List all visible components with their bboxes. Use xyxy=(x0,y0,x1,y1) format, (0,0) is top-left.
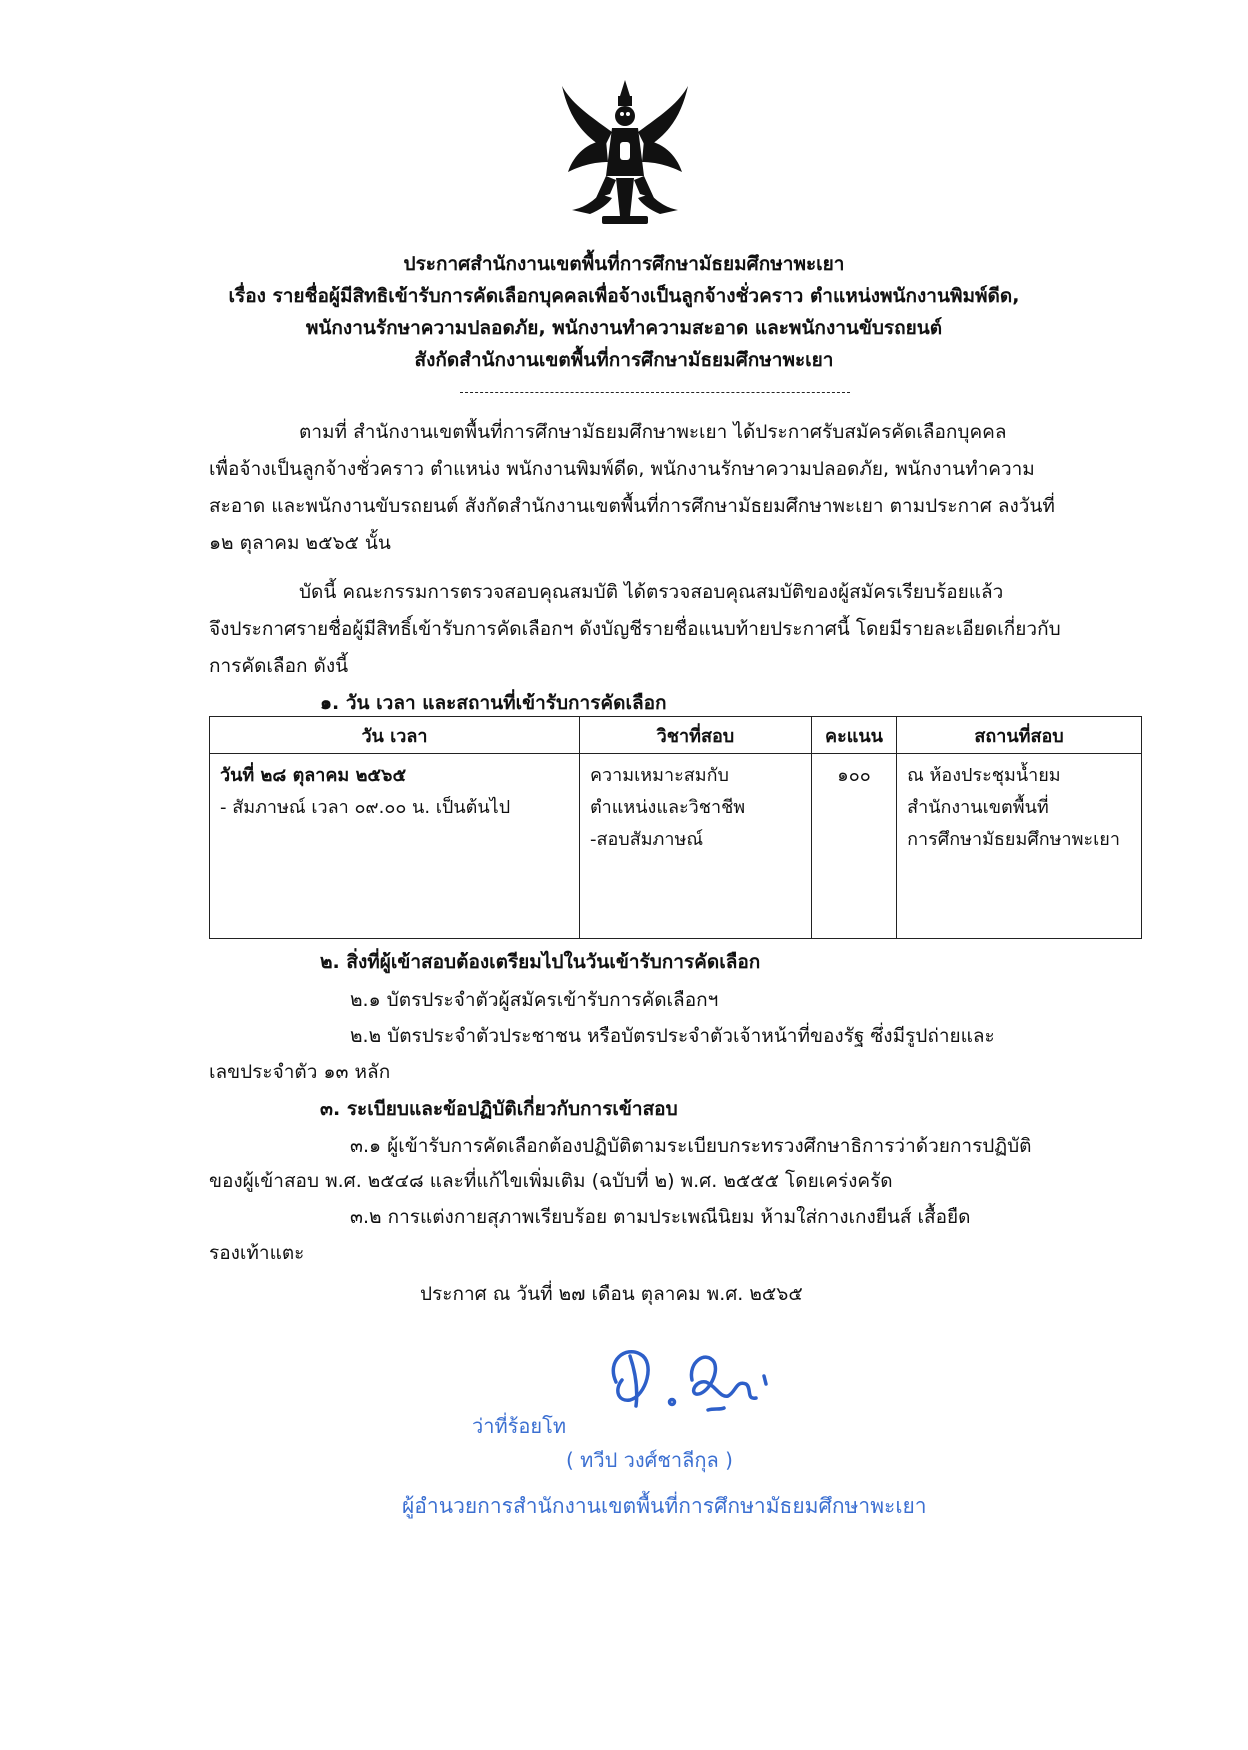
header-score: คะแนน xyxy=(811,717,896,754)
section-1-heading: ๑. วัน เวลา และสถานที่เข้ารับการคัดเลือก xyxy=(320,692,667,714)
exam-date: วันที่ ๒๘ ตุลาคม ๒๕๖๕ xyxy=(220,765,407,786)
subject-line: ตำแหน่งและวิชาชีพ xyxy=(589,797,746,818)
section-2-item-2-line-2: เลขประจำตัว ๑๓ หลัก xyxy=(209,1061,391,1083)
signature-icon xyxy=(596,1340,776,1440)
subject-line: ความเหมาะสมกับ xyxy=(589,765,729,786)
table-row xyxy=(210,754,1142,939)
paragraph-intro xyxy=(209,414,1099,562)
title-line-positions: พนักงานรักษาความปลอดภัย, พนักงานทำความสะอาด และพนักงานขับรถยนต์ xyxy=(305,317,943,339)
paragraph-line: สะอาด และพนักงานขับรถยนต์ สังกัดสำนักงานเขตพื้นที่การศึกษามัธยมศึกษาพะเยา ตามประกาศ ลงวันที่ xyxy=(209,495,1055,517)
title-divider xyxy=(460,392,850,393)
section-3-item-2-line-1: ๓.๒ การแต่งกายสุภาพเรียบร้อย ตามประเพณีนิยม ห้ามใส่กางเกงยีนส์ เสื้อยืด xyxy=(350,1206,971,1228)
exam-time: - สัมภาษณ์ เวลา ๐๙.๐๐ น. เป็นต้นไป xyxy=(220,797,511,818)
signer-position: ผู้อำนวยการสำนักงานเขตพื้นที่การศึกษามัธยมศึกษาพะเยา xyxy=(402,1494,927,1518)
exam-schedule-table xyxy=(209,716,1142,939)
title-line-office: ประกาศสำนักงานเขตพื้นที่การศึกษามัธยมศึกษาพะเยา xyxy=(403,253,845,275)
header-subject: วิชาที่สอบ xyxy=(579,717,811,754)
announcement-title xyxy=(150,248,1098,376)
title-line-affiliation: สังกัดสำนักงานเขตพื้นที่การศึกษามัธยมศึกษาพะเยา xyxy=(414,349,834,371)
cell-venue xyxy=(897,754,1142,939)
section-2-item-2-line-1: ๒.๒ บัตรประจำตัวประชาชน หรือบัตรประจำตัวเจ้าหน้าที่ของรัฐ ซึ่งมีรูปถ่ายและ xyxy=(350,1025,995,1047)
section-2-heading: ๒. สิ่งที่ผู้เข้าสอบต้องเตรียมไปในวันเข้ารับการคัดเลือก xyxy=(320,951,761,973)
section-3-heading: ๓. ระเบียบและข้อปฏิบัติเกี่ยวกับการเข้าสอบ xyxy=(320,1098,678,1120)
signer-rank: ว่าที่ร้อยโท xyxy=(472,1414,567,1438)
section-3-item-1-line-1: ๓.๑ ผู้เข้ารับการคัดเลือกต้องปฏิบัติตามระเบียบกระทรวงศึกษาธิการว่าด้วยการปฏิบัติ xyxy=(350,1135,1032,1157)
venue-line: สำนักงานเขตพื้นที่ xyxy=(907,797,1049,818)
paragraph-line: การคัดเลือก ดังนี้ xyxy=(209,655,349,677)
paragraph-line: จึงประกาศรายชื่อผู้มีสิทธิ์เข้ารับการคัดเลือกฯ ดังบัญชีรายชื่อแนบท้ายประกาศนี้ โดยมีรายละเอียดเกี่ยวกับ xyxy=(209,618,1061,640)
venue-line: การศึกษามัธยมศึกษาพะเยา xyxy=(907,829,1120,850)
table-header-row xyxy=(210,717,1142,754)
subject-line: -สอบสัมภาษณ์ xyxy=(589,829,704,850)
section-3-item-2-line-2: รองเท้าแตะ xyxy=(209,1242,305,1264)
paragraph-line: ตามที่ สำนักงานเขตพื้นที่การศึกษามัธยมศึกษาพะเยา ได้ประกาศรับสมัครคัดเลือกบุคคล xyxy=(299,421,1007,443)
venue-line: ณ ห้องประชุมน้ำยม xyxy=(907,765,1061,786)
paragraph-line: เพื่อจ้างเป็นลูกจ้างชั่วคราว ตำแหน่ง พนักงานพิมพ์ดีด, พนักงานรักษาความปลอดภัย, พนักงานทำความ xyxy=(209,458,1035,480)
garuda-emblem-icon xyxy=(560,76,690,226)
header-venue: สถานที่สอบ xyxy=(897,717,1142,754)
cell-datetime xyxy=(210,754,580,939)
cell-subject xyxy=(579,754,811,939)
cell-score: ๑๐๐ xyxy=(811,754,896,939)
section-2-item-1: ๒.๑ บัตรประจำตัวผู้สมัครเข้ารับการคัดเลือกฯ xyxy=(350,989,719,1011)
announcement-date: ประกาศ ณ วันที่ ๒๗ เดือน ตุลาคม พ.ศ. ๒๕๖๕ xyxy=(420,1283,803,1305)
paragraph-line: บัดนี้ คณะกรรมการตรวจสอบคุณสมบัติ ได้ตรวจสอบคุณสมบัติของผู้สมัครเรียบร้อยแล้ว xyxy=(299,581,1004,603)
title-line-subject: เรื่อง รายชื่อผู้มีสิทธิเข้ารับการคัดเลือกบุคคลเพื่อจ้างเป็นลูกจ้างชั่วคราว ตำแหน่งพนักงานพิมพ์ดีด, xyxy=(228,285,1020,307)
paragraph-line: ๑๒ ตุลาคม ๒๕๖๕ นั้น xyxy=(209,532,391,554)
signer-name: ( ทวีป วงศ์ชาลีกุล ) xyxy=(566,1448,733,1472)
header-datetime: วัน เวลา xyxy=(210,717,580,754)
paragraph-result xyxy=(209,574,1099,685)
section-3-item-1-line-2: ของผู้เข้าสอบ พ.ศ. ๒๕๔๘ และที่แก้ไขเพิ่มเติม (ฉบับที่ ๒) พ.ศ. ๒๕๕๕ โดยเคร่งครัด xyxy=(209,1170,893,1192)
